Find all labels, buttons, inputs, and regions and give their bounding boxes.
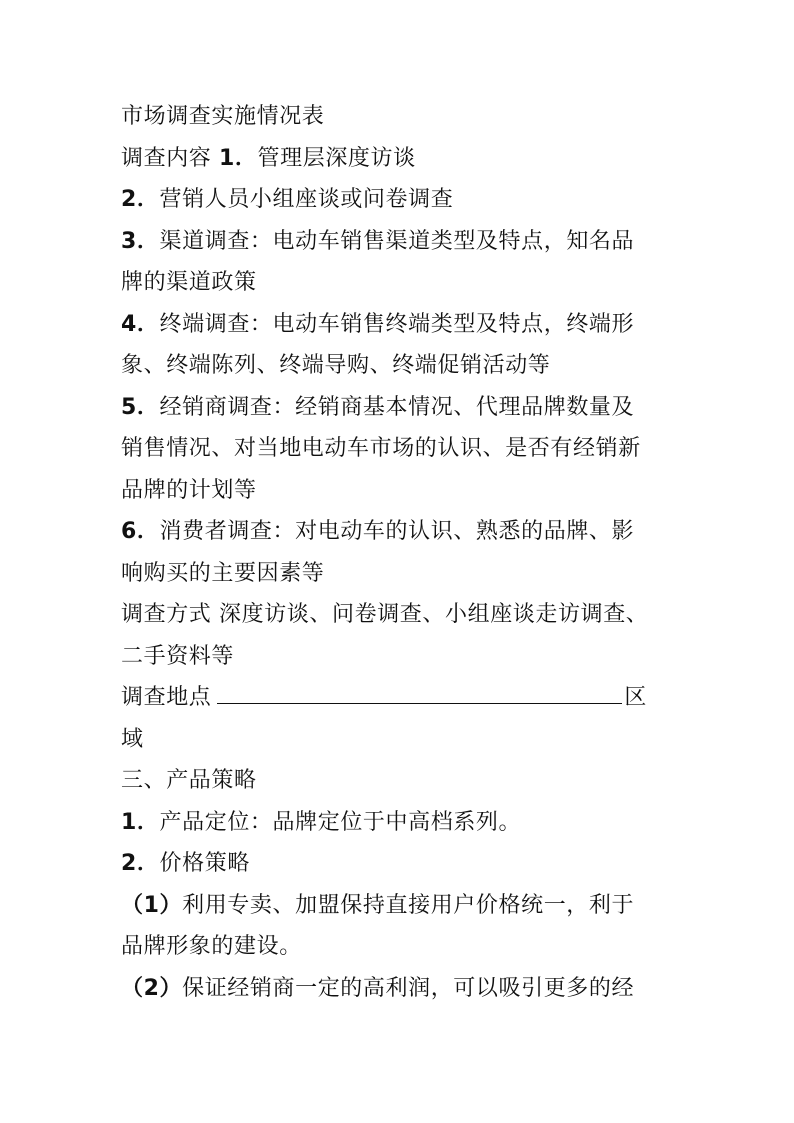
survey-location-label: 调查地点 bbox=[121, 685, 212, 710]
item-number: 1． bbox=[219, 145, 258, 171]
survey-item-5 bbox=[121, 387, 681, 429]
survey-item-3-cont: 牌的渠道政策 bbox=[121, 270, 257, 295]
survey-item-5-cont2: 品牌的计划等 bbox=[121, 477, 257, 503]
item-number: 1． bbox=[121, 809, 160, 835]
sub-item-2 bbox=[121, 968, 681, 1010]
survey-method-line: 调查方式 深度访谈、问卷调查、小组座谈走访调查、 bbox=[121, 602, 649, 627]
survey-item-2 bbox=[121, 179, 681, 221]
survey-content-label: 调查内容 bbox=[121, 145, 212, 171]
item-text: 价格策略 bbox=[159, 851, 250, 876]
item-number: 2． bbox=[121, 851, 160, 876]
survey-item-3 bbox=[121, 221, 681, 263]
survey-item-4 bbox=[121, 304, 681, 346]
sub-item-number: （1） bbox=[121, 892, 183, 918]
item-number: 3． bbox=[121, 228, 160, 254]
blank-fill-line bbox=[217, 679, 622, 704]
item-text: 渠道调查：电动车销售渠道类型及特点，知名品 bbox=[159, 228, 635, 254]
survey-content-line bbox=[121, 138, 681, 180]
document-page bbox=[121, 96, 681, 1009]
survey-item-5-cont: 销售情况、对当地电动车市场的认识、是否有经销新 bbox=[121, 436, 641, 461]
item-text: 管理层深度访谈 bbox=[257, 145, 416, 171]
item-number: 5． bbox=[121, 394, 160, 420]
section-heading: 三、产品策略 bbox=[121, 768, 257, 793]
sub-item-1 bbox=[121, 885, 681, 927]
survey-item-6 bbox=[121, 511, 681, 553]
item-text: 终端调查：电动车销售终端类型及特点，终端形 bbox=[159, 311, 635, 337]
sub-item-text: 利用专卖、加盟保持直接用户价格统一，利于 bbox=[182, 892, 635, 918]
sub-item-text: 保证经销商一定的高利润，可以吸引更多的经 bbox=[182, 975, 635, 1001]
item-number: 2． bbox=[121, 187, 160, 212]
survey-item-4-cont: 象、终端陈列、终端导购、终端促销活动等 bbox=[121, 353, 551, 378]
item-text: 消费者调查：对电动车的认识、熟悉的品牌、影 bbox=[159, 519, 635, 544]
sub-item-1-cont: 品牌形象的建设。 bbox=[121, 934, 302, 959]
survey-location-line bbox=[121, 677, 681, 719]
section-item-1 bbox=[121, 802, 681, 844]
survey-location-cont: 域 bbox=[121, 726, 144, 752]
item-text: 经销商调查：经销商基本情况、代理品牌数量及 bbox=[159, 394, 635, 420]
item-text: 营销人员小组座谈或问卷调查 bbox=[159, 187, 454, 212]
sub-item-number: （2） bbox=[121, 975, 183, 1001]
survey-method-cont: 二手资料等 bbox=[121, 643, 235, 669]
section-item-2 bbox=[121, 843, 681, 885]
item-number: 6． bbox=[121, 519, 160, 544]
survey-location-suffix: 区 bbox=[624, 685, 648, 710]
survey-item-6-cont: 响购买的主要因素等 bbox=[121, 560, 325, 586]
document-title: 市场调查实施情况表 bbox=[121, 104, 325, 129]
item-text: 产品定位：品牌定位于中高档系列。 bbox=[159, 809, 522, 835]
item-number: 4． bbox=[121, 311, 160, 337]
